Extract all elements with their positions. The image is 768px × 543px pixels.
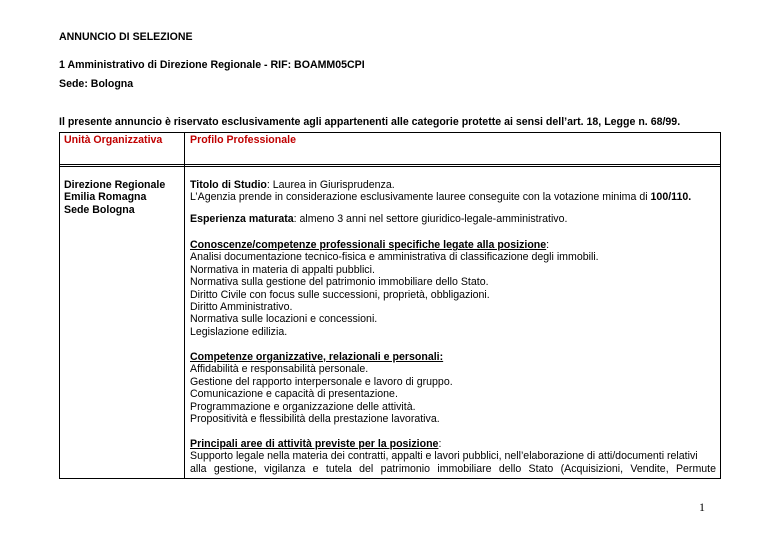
activities-text-line: Supporto legale nella materia dei contratti, appalti e lavori pubblici, nell’elaborazione di atti/documenti relativi [190,450,698,463]
education-section [190,179,716,204]
skills-label: Competenze organizzative, relazionali e personali: [190,351,444,363]
activities-label: Principali aree di attività previste per la posizione [190,438,439,450]
header-divider-second [60,166,720,167]
knowledge-item: Normativa sulle locazioni e concessioni. [190,313,378,326]
selection-table [59,132,721,479]
activities-colon: : [438,438,442,450]
skills-item: Comunicazione e capacità di presentazione. [190,388,398,401]
knowledge-section [190,239,716,338]
education-label: Titolo di Studio [190,179,267,191]
education-text: : Laurea in Giurisprudenza. [266,179,395,191]
knowledge-colon: : [546,239,550,251]
protected-categories-notice: Il presente annuncio è riservato esclusivamente agli appartenenti alle categorie protette ai sensi dell’art. 18, Legge n. 68/99. [59,116,681,128]
minimum-grade: 100/110. [650,191,692,204]
experience-section [190,213,716,225]
skills-section [190,351,716,425]
skills-item: Gestione del rapporto interpersonale e lavoro di gruppo. [190,375,453,388]
activities-text-line: alla gestione, vigilanza e tutela del patrimonio immobiliare dello Stato (Acquisizioni, Vendite, Permute [190,462,716,475]
knowledge-item: Analisi documentazione tecnico-fisica e amministrativa di classificazione degli immobili. [190,251,599,264]
unit-line: Emilia Romagna [64,191,147,204]
unit-cell [64,179,165,216]
unit-line: Direzione Regionale [64,179,166,191]
column-header-unit: Unità Organizzativa [64,134,163,146]
unit-line: Sede Bologna [64,203,135,216]
page-number: 1 [699,500,705,514]
knowledge-item: Legislazione edilizia. [190,325,288,338]
document-title: ANNUNCIO DI SELEZIONE [59,31,193,43]
knowledge-item: Normativa in materia di appalti pubblici. [190,263,375,276]
column-header-profile: Profilo Professionale [190,134,296,146]
activities-section [190,438,716,475]
location-line: Sede: Bologna [59,78,134,90]
experience-label: Esperienza maturata [190,213,294,225]
knowledge-label: Conoscenze/competenze professionali specifiche legate alla posizione [190,239,547,251]
knowledge-item: Normativa sulla gestione del patrimonio immobiliare dello Stato. [190,276,489,289]
knowledge-item: Diritto Civile con focus sulle successioni, proprietà, obbligazioni. [190,288,490,301]
position-reference: 1 Amministrativo di Direzione Regionale - RIF: BOAMM05CPI [59,59,365,71]
education-note: L’Agenzia prende in considerazione esclusivamente lauree conseguite con la votazione minima di [190,191,651,204]
column-divider [184,133,185,478]
skills-item: Programmazione e organizzazione delle attività. [190,400,416,413]
header-divider [60,164,720,165]
knowledge-item: Diritto Amministrativo. [190,300,293,313]
skills-item: Affidabilità e responsabilità personale. [190,363,369,376]
skills-item: Propositività e flessibilità della prestazione lavorativa. [190,412,440,425]
experience-text: : almeno 3 anni nel settore giuridico-legale-amministrativo. [293,213,568,225]
